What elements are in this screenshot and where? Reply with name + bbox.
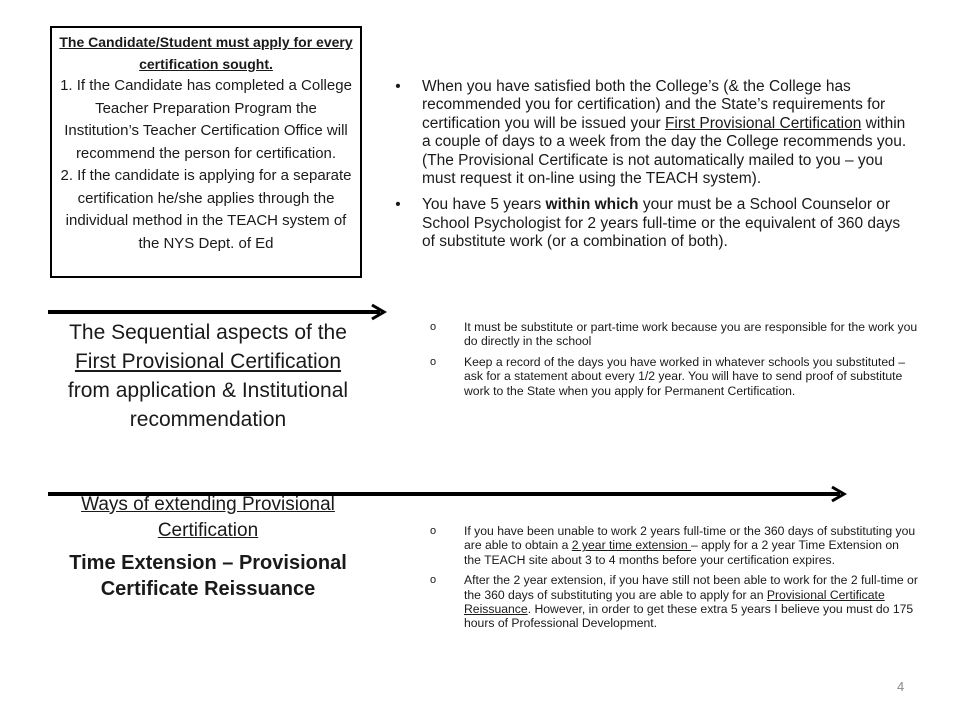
- sequential-text-2: from application & Institutional recommendation: [67, 379, 349, 431]
- box-item-1: 1. If the Candidate has completed a College Teacher Preparation Program the Institution’s Teacher Certification Office will recommend the person for certification.: [60, 77, 352, 162]
- time-extension-link: 2 year time extension: [571, 538, 691, 553]
- circle-bullet-icon: o: [430, 321, 437, 333]
- sub-bullet-item: o It must be substitute or part-time work because you are responsible for the work you do directly in the school: [430, 320, 918, 349]
- ways-of-extending-title: Ways of extending Provisional Certification: [81, 494, 335, 541]
- circle-bullet-icon: o: [430, 355, 437, 368]
- time-extension-title: Time Extension – Provisional Certificate Reissuance: [69, 552, 347, 600]
- sequential-aspects-heading: [60, 318, 356, 434]
- sub-bullet-item: o Keep a record of the days you have worked in whatever schools you substituted – ask for a statement about every 1/2 year. You will have to send proof of substitute work to the State when you apply for Permanent Certification.: [430, 354, 906, 398]
- bullet-icon: •: [395, 78, 401, 95]
- box-heading: The Candidate/Student must apply for every certification sought.: [59, 34, 353, 72]
- page-number: 4: [897, 679, 905, 694]
- sub-bullet-item: o If you have been unable to work 2 years full-time or the 360 days of substituting you are able to obtain a 2 year time extension – apply for a 2 year Time Extension on the TEACH site about 3 to 4 months before your certification expires.: [430, 524, 916, 567]
- sub-bullet-item: o After the 2 year extension, if you have still not been able to work for the 2 full-time or the 360 days of substituting you are able to apply for an Provisional Certificate Reissuance. However, in order to get these extra 5 years I believe you must do 175 hours of Professional Development.: [430, 573, 918, 631]
- sequential-text-1: The Sequential aspects of the: [69, 321, 347, 344]
- ways-of-extending-section: [60, 492, 356, 602]
- bullet-item: • You have 5 years within which your must be a School Counselor or School Psychologist for 2 years full-time or the equivalent of 360 days of substitute work (or a combination of both).: [388, 196, 908, 251]
- first-provisional-certification-link: First Provisional Certification: [664, 114, 862, 132]
- main-bullets: [388, 78, 908, 260]
- bullet-icon: •: [395, 196, 401, 214]
- certification-requirements-box: [50, 26, 362, 278]
- circle-bullet-icon: o: [430, 574, 437, 587]
- sub-bullets-2: [388, 524, 918, 637]
- bullet-item: • When you have satisfied both the College’s (& the College has recommended you for certification) and the State’s requirements for certification you will be issued your First Provisional Certification within a couple of days to a week from the day the College recommends you. (The Provisional Certificate is not automatically mailed to you – you must request it on-line using the TEACH system).: [388, 78, 908, 188]
- circle-bullet-icon: o: [430, 525, 437, 537]
- sub-bullets-1: [388, 320, 918, 404]
- box-item-2: 2. If the candidate is applying for a separate certification he/she applies through the individual method in the TEACH system of the NYS Dept. of Ed: [60, 167, 352, 252]
- certificate-reissuance-link: Provisional Certificate Reissuance: [464, 587, 885, 617]
- first-provisional-certification-label: First Provisional Certification: [74, 350, 342, 373]
